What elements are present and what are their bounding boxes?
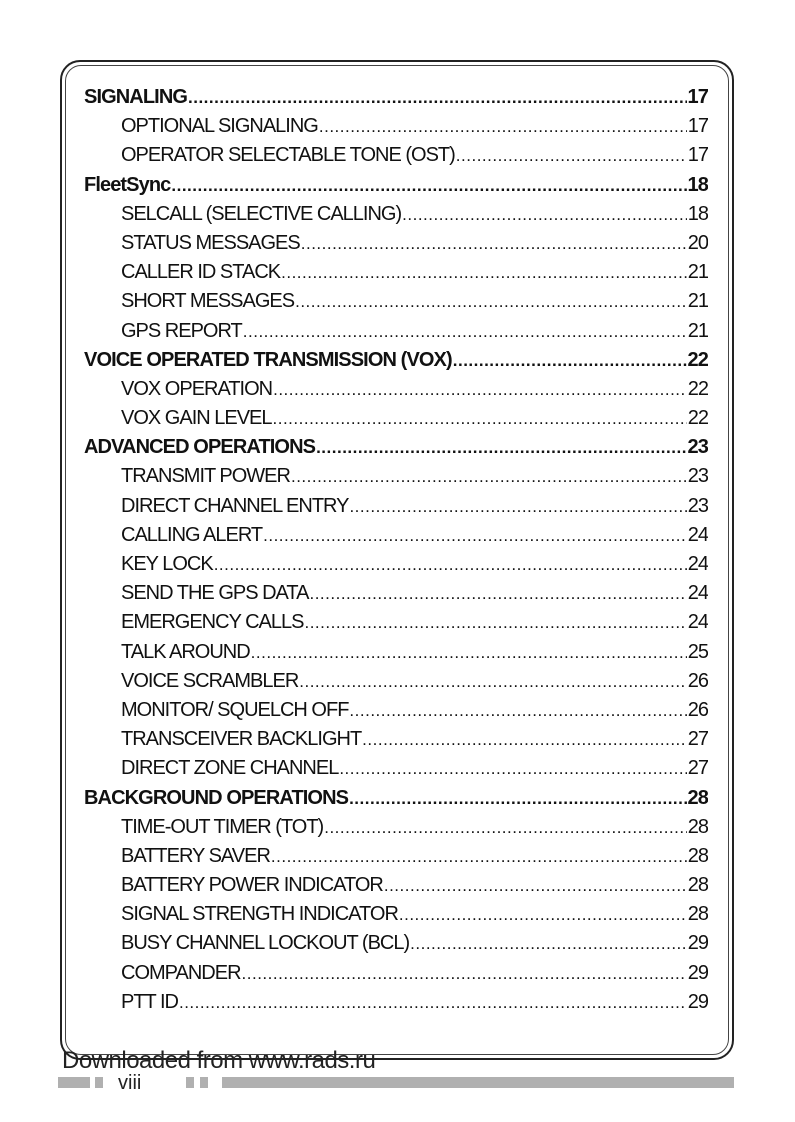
toc-item-entry bbox=[84, 962, 708, 991]
toc-item-entry bbox=[84, 641, 708, 670]
toc-page-number: 26 bbox=[687, 698, 708, 721]
toc-item-entry bbox=[84, 903, 708, 932]
toc-dot-leader bbox=[243, 322, 687, 342]
footer-bar-segment bbox=[222, 1077, 734, 1088]
toc-page-number: 23 bbox=[687, 465, 708, 488]
toc-item-entry bbox=[84, 290, 708, 319]
toc-dot-leader bbox=[402, 205, 687, 225]
toc-section-entry bbox=[84, 174, 708, 203]
toc-item-entry bbox=[84, 144, 708, 173]
toc-page-number: 28 bbox=[687, 786, 708, 809]
toc-page-number: 21 bbox=[687, 261, 708, 284]
toc-dot-leader bbox=[299, 672, 686, 692]
toc-entry-label: OPTIONAL SIGNALING bbox=[121, 115, 318, 138]
toc-page-number: 17 bbox=[687, 86, 708, 108]
toc-dot-leader bbox=[281, 263, 687, 283]
toc-section-entry bbox=[84, 349, 708, 378]
toc-dot-leader bbox=[251, 643, 687, 663]
toc-entry-label: VOX GAIN LEVEL bbox=[121, 407, 272, 430]
toc-entry-label: TALK AROUND bbox=[121, 640, 250, 663]
toc-item-entry bbox=[84, 232, 708, 261]
toc-section-entry bbox=[84, 86, 708, 115]
toc-dot-leader bbox=[319, 117, 687, 137]
toc-dot-leader bbox=[295, 292, 687, 312]
toc-item-entry bbox=[84, 670, 708, 699]
toc-section-entry bbox=[84, 787, 708, 816]
toc-page-number: 22 bbox=[687, 377, 708, 400]
toc-dot-leader bbox=[273, 380, 687, 400]
toc-item-entry bbox=[84, 582, 708, 611]
toc-page-number: 29 bbox=[687, 932, 708, 955]
toc-dot-leader bbox=[362, 730, 687, 750]
toc-dot-leader bbox=[410, 934, 687, 954]
toc-entry-label: VOICE OPERATED TRANSMISSION (VOX) bbox=[84, 348, 452, 371]
toc-page-number: 28 bbox=[687, 874, 708, 897]
footer-bar-segment bbox=[95, 1077, 103, 1088]
toc-dot-leader bbox=[179, 993, 687, 1013]
toc-entry-label: GPS REPORT bbox=[121, 319, 242, 342]
toc-page-number: 27 bbox=[687, 728, 708, 751]
toc-dot-leader bbox=[304, 613, 686, 633]
toc-dot-leader bbox=[242, 964, 687, 984]
toc-item-entry bbox=[84, 728, 708, 757]
toc-page-number: 27 bbox=[687, 757, 708, 780]
toc-item-entry bbox=[84, 203, 708, 232]
toc-page-number: 24 bbox=[687, 611, 708, 634]
footer-bar-segment bbox=[58, 1077, 90, 1088]
toc-dot-leader bbox=[309, 584, 686, 604]
toc-page-number: 26 bbox=[687, 669, 708, 692]
toc-entry-label: FleetSync bbox=[84, 173, 171, 196]
toc-dot-leader bbox=[324, 818, 687, 838]
toc-entry-label: DIRECT CHANNEL ENTRY bbox=[121, 494, 349, 517]
toc-page-number: 23 bbox=[687, 436, 708, 459]
toc-page-number: 21 bbox=[687, 319, 708, 342]
footer-bar-segment bbox=[186, 1077, 194, 1088]
toc-entry-label: OPERATOR SELECTABLE TONE (OST) bbox=[121, 144, 455, 167]
toc-dot-leader bbox=[399, 905, 687, 925]
toc-page-number: 17 bbox=[687, 115, 708, 138]
toc-entry-label: PTT ID bbox=[121, 990, 178, 1013]
toc-dot-leader bbox=[271, 847, 687, 867]
toc-item-entry bbox=[84, 261, 708, 290]
toc-page-number: 22 bbox=[687, 407, 708, 430]
toc-item-entry bbox=[84, 816, 708, 845]
toc-dot-leader bbox=[291, 467, 687, 487]
toc-entry-label: SIGNALING bbox=[84, 86, 188, 108]
toc-item-entry bbox=[84, 611, 708, 640]
toc-page-number: 28 bbox=[687, 815, 708, 838]
toc-dot-leader bbox=[301, 234, 687, 254]
toc-dot-leader bbox=[339, 759, 686, 779]
toc-dot-leader bbox=[453, 351, 687, 371]
toc-page-number: 20 bbox=[687, 231, 708, 254]
toc-page-number: 18 bbox=[687, 173, 708, 196]
toc-item-entry bbox=[84, 699, 708, 728]
toc-entry-label: SIGNAL STRENGTH INDICATOR bbox=[121, 903, 398, 926]
toc-page-number: 25 bbox=[687, 640, 708, 663]
toc-page-number: 23 bbox=[687, 494, 708, 517]
toc-entry-label: SHORT MESSAGES bbox=[121, 290, 295, 313]
toc-page-number: 24 bbox=[687, 523, 708, 546]
download-source-text: Downloaded from www.rads.ru bbox=[62, 1047, 376, 1074]
toc-item-entry bbox=[84, 115, 708, 144]
toc-page-number: 22 bbox=[687, 348, 708, 371]
toc-item-entry bbox=[84, 378, 708, 407]
toc-entry-label: EMERGENCY CALLS bbox=[121, 611, 304, 634]
toc-dot-leader bbox=[316, 438, 686, 458]
toc-page-number: 21 bbox=[687, 290, 708, 313]
toc-item-entry bbox=[84, 932, 708, 961]
toc-entry-label: COMPANDER bbox=[121, 961, 241, 984]
toc-dot-leader bbox=[263, 526, 687, 546]
table-of-contents bbox=[84, 86, 708, 1020]
toc-dot-leader bbox=[171, 176, 686, 196]
toc-dot-leader bbox=[273, 409, 687, 429]
toc-entry-label: TRANSMIT POWER bbox=[121, 465, 290, 488]
toc-item-entry bbox=[84, 524, 708, 553]
toc-entry-label: BACKGROUND OPERATIONS bbox=[84, 786, 349, 809]
page-number: viii bbox=[118, 1072, 142, 1094]
toc-dot-leader bbox=[349, 701, 686, 721]
toc-entry-label: VOX OPERATION bbox=[121, 377, 273, 400]
toc-dot-leader bbox=[349, 789, 686, 809]
toc-page-number: 24 bbox=[687, 553, 708, 575]
toc-entry-label: MONITOR/ SQUELCH OFF bbox=[121, 698, 349, 721]
toc-dot-leader bbox=[349, 497, 686, 517]
toc-item-entry bbox=[84, 845, 708, 874]
toc-item-entry bbox=[84, 320, 708, 349]
toc-page-number: 28 bbox=[687, 903, 708, 926]
toc-item-entry bbox=[84, 874, 708, 903]
toc-page-number: 24 bbox=[687, 582, 708, 605]
toc-page-number: 28 bbox=[687, 844, 708, 867]
toc-item-entry bbox=[84, 553, 708, 582]
toc-entry-label: TRANSCEIVER BACKLIGHT bbox=[121, 728, 362, 751]
toc-entry-label: VOICE SCRAMBLER bbox=[121, 669, 299, 692]
toc-item-entry bbox=[84, 757, 708, 786]
toc-page-number: 29 bbox=[687, 961, 708, 984]
toc-dot-leader bbox=[384, 876, 687, 896]
toc-page-number: 17 bbox=[687, 144, 708, 167]
toc-entry-label: TIME-OUT TIMER (TOT) bbox=[121, 815, 324, 838]
toc-entry-label: DIRECT ZONE CHANNEL bbox=[121, 757, 339, 780]
toc-page-number: 29 bbox=[687, 990, 708, 1013]
toc-entry-label: SEND THE GPS DATA bbox=[121, 582, 309, 605]
footer-bar-segment bbox=[200, 1077, 208, 1088]
toc-dot-leader bbox=[214, 555, 687, 575]
toc-entry-label: STATUS MESSAGES bbox=[121, 231, 300, 254]
toc-entry-label: CALLING ALERT bbox=[121, 523, 263, 546]
toc-item-entry bbox=[84, 991, 708, 1020]
toc-item-entry bbox=[84, 495, 708, 524]
toc-entry-label: BUSY CHANNEL LOCKOUT (BCL) bbox=[121, 932, 410, 955]
toc-entry-label: BATTERY SAVER bbox=[121, 844, 270, 867]
toc-entry-label: KEY LOCK bbox=[121, 553, 213, 575]
toc-section-entry bbox=[84, 436, 708, 465]
toc-dot-leader bbox=[456, 146, 687, 166]
toc-dot-leader bbox=[188, 88, 687, 108]
toc-item-entry bbox=[84, 465, 708, 494]
toc-item-entry bbox=[84, 407, 708, 436]
toc-entry-label: ADVANCED OPERATIONS bbox=[84, 436, 316, 459]
toc-entry-label: CALLER ID STACK bbox=[121, 261, 281, 284]
toc-entry-label: SELCALL (SELECTIVE CALLING) bbox=[121, 202, 402, 225]
toc-entry-label: BATTERY POWER INDICATOR bbox=[121, 874, 383, 897]
toc-page-number: 18 bbox=[687, 202, 708, 225]
